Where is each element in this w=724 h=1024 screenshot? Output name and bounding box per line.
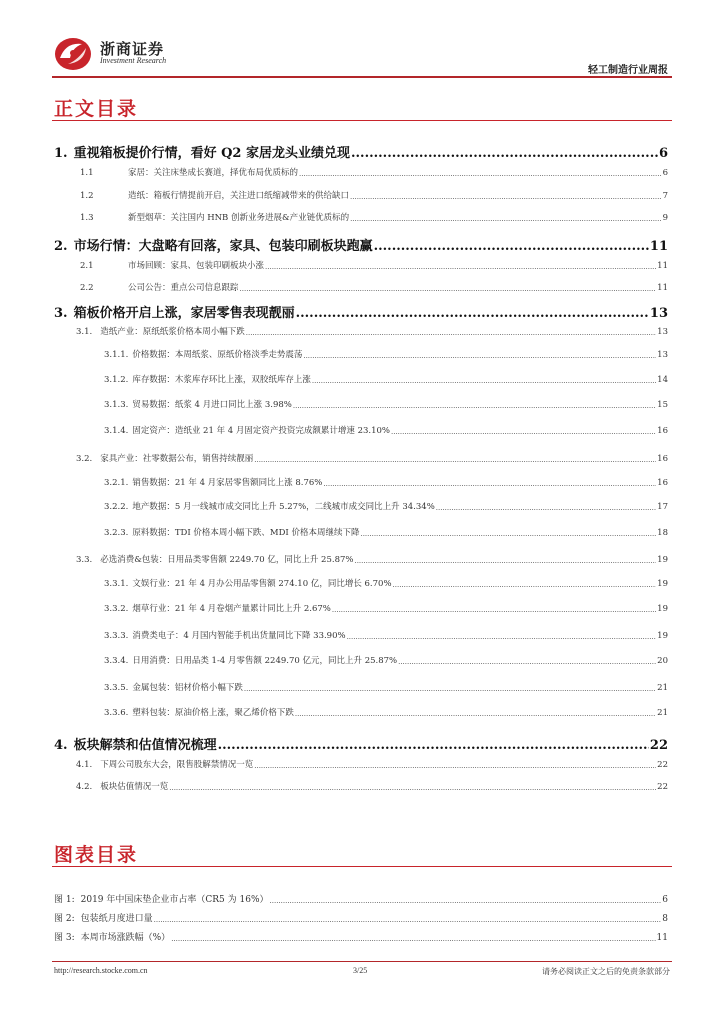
toc-entry-page: 6	[662, 168, 668, 178]
toc-entry-label	[54, 302, 295, 321]
toc-entry-label	[54, 734, 217, 753]
toc-entry-page: 7	[662, 191, 668, 201]
toc-entry-number: 3.2.2.	[104, 502, 129, 512]
toc-entry-text: 地产数据：5 月一线城市成交同比上升 5.27%，二线城市成交同比上升 34.34%	[132, 502, 435, 512]
toc-entry-number: 4.	[54, 738, 68, 753]
toc-entry-text: 塑料包装：原油价格上涨，聚乙烯价格下跌	[132, 708, 294, 718]
toc-leader-dots	[293, 402, 656, 410]
toc-entry-text: 箱板价格开启上涨，家居零售表现靓丽	[73, 306, 295, 321]
toc-entry-label	[76, 553, 353, 565]
toc-leader-dots	[360, 530, 656, 538]
toc-entry-number: 3.1.3.	[104, 400, 129, 410]
toc-leader-dots	[354, 557, 656, 565]
toc-entry-label	[104, 706, 294, 718]
figure-leader-dots	[270, 897, 662, 905]
toc-title-divider	[52, 120, 672, 121]
toc-entry-label	[80, 166, 298, 178]
figure-entry-number: 图 3:	[54, 933, 75, 943]
toc-entry-page: 18	[657, 528, 668, 538]
toc-entry[interactable]	[104, 500, 668, 512]
toc-leader-dots	[393, 581, 657, 589]
toc-entry-number: 1.3	[80, 213, 94, 223]
toc-entry-page: 20	[657, 656, 668, 666]
toc-entry-page: 16	[657, 426, 668, 436]
toc-leader-dots	[244, 685, 656, 693]
toc-entry-page: 13	[649, 306, 668, 321]
toc-entry[interactable]	[104, 602, 668, 614]
toc-entry-page: 22	[657, 760, 668, 770]
toc-entry-label	[104, 424, 390, 436]
toc-leader-dots	[254, 762, 656, 770]
toc-entry-label	[76, 325, 245, 337]
toc-entry-number: 3.3.6.	[104, 708, 129, 718]
toc-entry-page: 19	[657, 631, 668, 641]
toc-entry[interactable]	[54, 142, 668, 161]
toc-entry[interactable]	[104, 398, 668, 410]
toc-entry[interactable]	[104, 654, 668, 666]
toc-entry[interactable]	[76, 758, 668, 770]
toc-entry-text: 新型烟草：关注国内 HNB 创新业务进展&产业链优质标的	[128, 213, 350, 223]
toc-leader-dots	[295, 710, 656, 718]
toc-entry-text: 造纸产业：原纸纸浆价格本周小幅下跌	[100, 327, 245, 337]
figure-entry-number: 图 1:	[54, 895, 75, 905]
toc-entry-page: 11	[657, 261, 668, 271]
brand-subtitle: Investment Research	[100, 56, 167, 65]
toc-entry-page: 16	[657, 478, 668, 488]
toc-leader-dots	[350, 215, 662, 223]
toc-entry-label	[104, 654, 397, 666]
toc-entry-number: 1.2	[80, 191, 94, 201]
toc-entry-page: 21	[657, 683, 668, 693]
toc-entry-label	[76, 758, 253, 770]
toc-entry[interactable]	[76, 325, 668, 337]
toc-entry-label	[104, 348, 302, 360]
toc-entry-text: 价格数据：本周纸浆、原纸价格淡季走势震荡	[132, 350, 303, 360]
toc-entry-number: 4.1.	[76, 760, 93, 770]
figure-entry-text: 本周市场涨跌幅（%）	[80, 933, 171, 943]
toc-entry-number: 3.2.1.	[104, 478, 129, 488]
toc-entry-number: 3.1.1.	[104, 350, 129, 360]
toc-entry-text: 文娱行业：21 年 4 月办公用品零售额 274.10 亿，同比增长 6.70%	[132, 579, 392, 589]
toc-leader-dots	[374, 239, 649, 254]
toc-entry-page: 19	[657, 579, 668, 589]
toc-entry-label	[54, 142, 350, 161]
toc-entry-label	[104, 398, 292, 410]
figure-entry-text: 包装纸月度进口量	[80, 914, 153, 924]
toc-entry[interactable]	[104, 706, 668, 718]
toc-entry-label	[80, 211, 349, 223]
toc-entry-page: 21	[657, 708, 668, 718]
toc-entry-page: 9	[662, 213, 668, 223]
toc-entry-number: 3.	[54, 306, 68, 321]
toc-entry-text: 固定资产：造纸业 21 年 4 月固定资产投资完成额累计增速 23.10%	[132, 426, 390, 436]
toc-entry[interactable]	[104, 373, 668, 385]
toc-entry-number: 3.2.3.	[104, 528, 129, 538]
toc-entry-label	[104, 476, 322, 488]
toc-entry[interactable]	[104, 629, 668, 641]
figure-leader-dots	[154, 916, 662, 924]
toc-entry-number: 3.3.	[76, 555, 93, 565]
toc-entry-label	[104, 526, 359, 538]
toc-entry-text: 消费类电子：4 月国内智能手机出货量同比下降 33.90%	[132, 631, 346, 641]
toc-entry[interactable]	[80, 281, 668, 293]
toc-entry-label	[80, 259, 264, 271]
figure-entry[interactable]	[54, 911, 668, 924]
toc-leader-dots	[218, 738, 649, 753]
toc-entry[interactable]	[104, 424, 668, 436]
toc-leader-dots	[254, 456, 656, 464]
toc-entry-text: 板块解禁和估值情况梳理	[73, 738, 217, 753]
toc-entry-text: 板块估值情况一览	[100, 782, 169, 792]
toc-entry-text: 家居：关注床垫成长赛道，择优布局优质标的	[128, 168, 299, 178]
toc-entry-number: 3.1.4.	[104, 426, 129, 436]
toc-entry-page: 11	[649, 239, 668, 254]
toc-entry-page: 13	[657, 327, 668, 337]
toc-entry-label	[104, 500, 435, 512]
toc-entry-number: 4.2.	[76, 782, 93, 792]
toc-entry[interactable]	[104, 577, 668, 589]
toc-entry-number: 2.	[54, 239, 68, 254]
toc-entry-label	[76, 452, 253, 464]
toc-entry-number: 2.1	[80, 261, 94, 271]
toc-entry-page: 14	[657, 375, 668, 385]
toc-leader-dots	[391, 428, 656, 436]
toc-entry-page: 19	[657, 604, 668, 614]
figures-title: 图表目录	[54, 844, 139, 866]
toc-entry-label	[104, 577, 392, 589]
toc-entry-label	[80, 189, 349, 201]
toc-entry-text: 下周公司股东大会，限售股解禁情况一览	[100, 760, 254, 770]
toc-entry-text: 贸易数据：纸浆 4 月进口同比上涨 3.98%	[132, 400, 292, 410]
toc-entry-label	[104, 373, 311, 385]
toc-entry-page: 15	[657, 400, 668, 410]
figure-leader-dots	[171, 935, 655, 943]
toc-leader-dots	[347, 633, 657, 641]
toc-leader-dots	[312, 377, 656, 385]
toc-entry-number: 3.3.3.	[104, 631, 129, 641]
toc-entry-text: 造纸：箱板行情提前开启，关注进口纸缩减带来的供给缺口	[128, 191, 350, 201]
toc-entry-label	[104, 602, 331, 614]
figure-entry-label	[54, 892, 269, 905]
toc-leader-dots	[303, 352, 656, 360]
toc-entry[interactable]	[104, 526, 668, 538]
toc-leader-dots	[265, 263, 656, 271]
toc-entry-number: 3.1.	[76, 327, 93, 337]
toc-leader-dots	[240, 285, 657, 293]
toc-entry-label	[54, 235, 373, 254]
toc-leader-dots	[323, 480, 656, 488]
toc-entry[interactable]	[54, 235, 668, 254]
figure-entry-number: 图 2:	[54, 914, 75, 924]
toc-leader-dots	[351, 146, 658, 161]
toc-entry-number: 3.3.1.	[104, 579, 129, 589]
toc-entry-number: 3.1.2.	[104, 375, 129, 385]
toc-entry-page: 6	[658, 146, 668, 161]
toc-leader-dots	[246, 329, 656, 337]
toc-leader-dots	[332, 606, 656, 614]
page-number: 3/25	[353, 966, 368, 975]
toc-entry[interactable]	[54, 302, 668, 321]
toc-entry[interactable]	[80, 259, 668, 271]
figures-title-divider	[52, 866, 672, 867]
toc-entry-label	[76, 780, 168, 792]
header-divider	[52, 76, 672, 78]
toc-leader-dots	[350, 193, 662, 201]
toc-leader-dots	[398, 658, 656, 666]
toc-entry[interactable]	[104, 348, 668, 360]
toc-entry[interactable]	[76, 553, 668, 565]
toc-entry-page: 22	[649, 738, 668, 753]
toc-entry-page: 11	[657, 283, 668, 293]
toc-entry[interactable]	[80, 211, 668, 223]
toc-entry[interactable]	[104, 681, 668, 693]
toc-entry[interactable]	[76, 452, 668, 464]
toc-title: 正文目录	[54, 98, 139, 120]
toc-entry-text: 重视箱板提价行情，看好 Q2 家居龙头业绩兑现	[73, 146, 350, 161]
toc-entry-text: 市场回顾：家具、包装印刷板块小涨	[128, 261, 265, 271]
brand-name: 浙商证券	[100, 40, 165, 58]
toc-entry-page: 17	[657, 502, 668, 512]
toc-entry-page: 16	[657, 454, 668, 464]
toc-entry[interactable]	[76, 780, 668, 792]
figure-entry-page: 11	[656, 933, 668, 943]
toc-entry-text: 必选消费&包装：日用品类零售额 2249.70 亿，同比上升 25.87%	[100, 555, 354, 565]
toc-entry-label	[104, 681, 243, 693]
toc-entry-text: 市场行情：大盘略有回落，家具、包装印刷板块跑赢	[73, 239, 373, 254]
footer-url[interactable]: http://research.stocke.com.cn	[54, 966, 148, 975]
toc-entry-page: 19	[657, 555, 668, 565]
document-type: 轻工制造行业周报	[588, 65, 668, 76]
toc-entry-number: 3.3.4.	[104, 656, 129, 666]
toc-entry[interactable]	[80, 189, 668, 201]
toc-entry[interactable]	[80, 166, 668, 178]
toc-leader-dots	[299, 170, 662, 178]
footer-divider	[52, 961, 672, 962]
toc-entry-number: 2.2	[80, 283, 94, 293]
toc-entry-page: 22	[657, 782, 668, 792]
toc-entry[interactable]	[54, 734, 668, 753]
toc-entry-text: 家具产业：社零数据公布，销售持续靓丽	[100, 454, 254, 464]
figure-entry[interactable]	[54, 892, 668, 905]
figure-entry-page: 6	[662, 895, 668, 905]
toc-entry-number: 3.3.2.	[104, 604, 129, 614]
figure-entry-label	[54, 930, 170, 943]
toc-entry-text: 烟草行业：21 年 4 月卷烟产量累计同比上升 2.67%	[132, 604, 331, 614]
toc-entry-text: 原料数据：TDI 价格本周小幅下跌、MDI 价格本周继续下降	[132, 528, 360, 538]
toc-entry-text: 库存数据：木浆库存环比上涨，双胶纸库存上涨	[132, 375, 311, 385]
logo-icon	[52, 34, 96, 72]
toc-leader-dots	[436, 504, 656, 512]
toc-leader-dots	[169, 784, 656, 792]
toc-entry-number: 3.3.5.	[104, 683, 129, 693]
toc-entry-label	[80, 281, 239, 293]
toc-entry-page: 13	[657, 350, 668, 360]
toc-entry-number: 3.2.	[76, 454, 93, 464]
toc-entry-text: 公司公告：重点公司信息跟踪	[128, 283, 239, 293]
toc-entry-text: 金属包装：铝材价格小幅下跌	[132, 683, 243, 693]
toc-leader-dots	[296, 306, 649, 321]
figure-entry[interactable]	[54, 930, 668, 943]
toc-entry-label	[104, 629, 346, 641]
toc-entry-number: 1.	[54, 146, 68, 161]
figure-entry-label	[54, 911, 153, 924]
toc-entry-number: 1.1	[80, 168, 94, 178]
figure-entry-text: 2019 年中国床垫企业市占率（CR5 为 16%）	[80, 895, 269, 905]
figure-entry-page: 8	[662, 914, 668, 924]
toc-entry-text: 销售数据：21 年 4 月家居零售额同比上涨 8.76%	[132, 478, 323, 488]
toc-entry-text: 日用消费：日用品类 1-4 月零售额 2249.70 亿元，同比上升 25.87%	[132, 656, 398, 666]
toc-entry[interactable]	[104, 476, 668, 488]
disclaimer-note: 请务必阅读正文之后的免责条款部分	[542, 967, 670, 976]
